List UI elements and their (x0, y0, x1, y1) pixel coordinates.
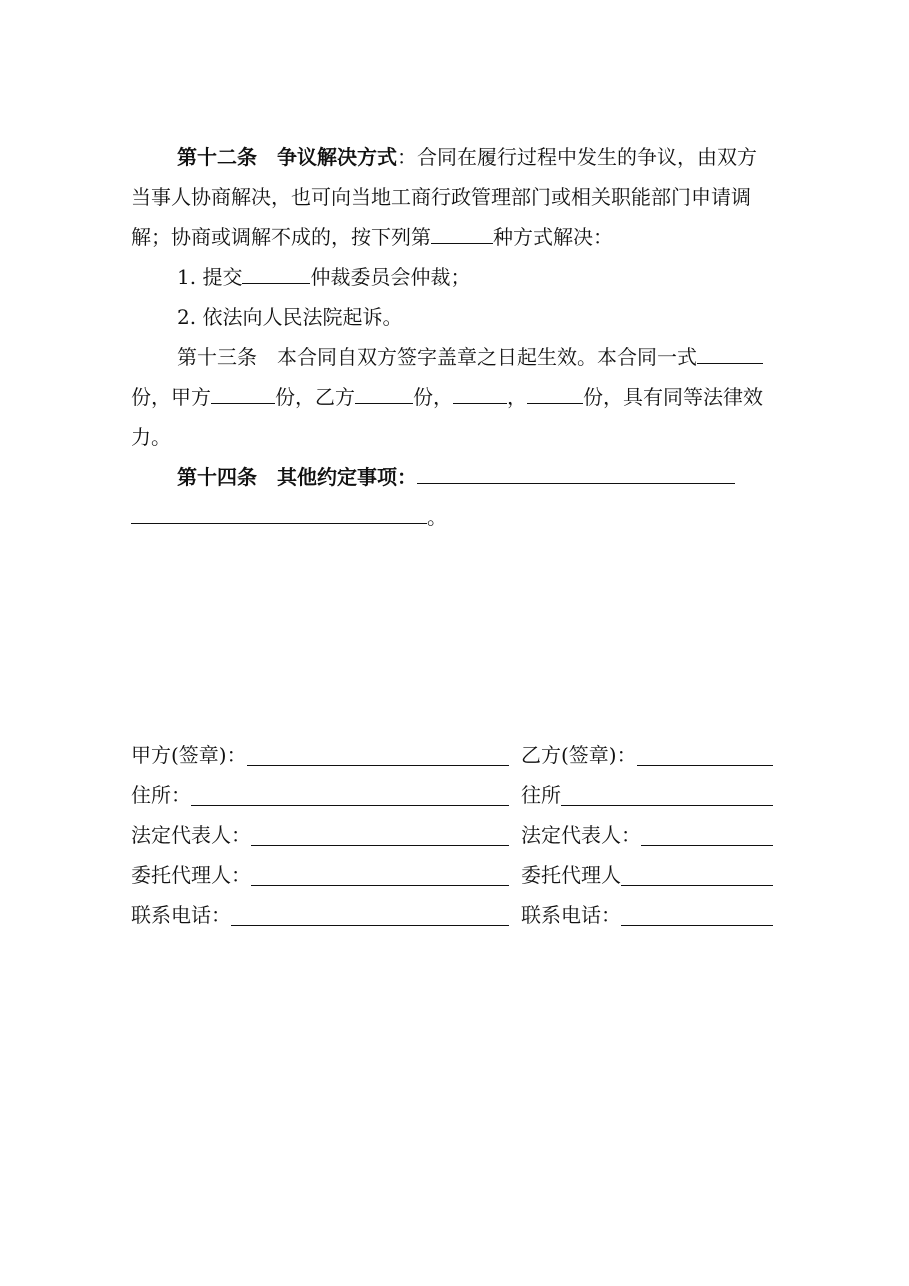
option-1-prefix: 1. 提交 (177, 265, 243, 289)
party-b-sign-label: 乙方(签章)： (521, 743, 637, 767)
article-12-paragraph (131, 137, 773, 257)
party-b-sign-line (637, 743, 773, 766)
party-b-phone-line (621, 903, 773, 926)
party-a-sign (131, 740, 509, 768)
arbitration-commission-blank (242, 257, 310, 284)
party-b-legal-rep (521, 820, 773, 848)
article-12-text: 合同在履行过程中发生的争议，由双方当事人协商解决，也可向当地工商行政管理部门或相关职能部门申请调解；协商或调解不成的，按下列第 (131, 145, 757, 249)
party-a-agent-label: 委托代理人： (131, 863, 251, 887)
article-13-text-d: 份， (413, 385, 453, 409)
party-a-legal-rep (131, 820, 509, 848)
agent-row (131, 854, 773, 894)
article-14-paragraph (131, 457, 773, 537)
party-b-address-line (561, 783, 773, 806)
option-2 (131, 297, 773, 337)
signature-block (131, 734, 773, 934)
contract-body (131, 137, 773, 537)
party-a-agent (131, 860, 509, 888)
option-2-text: 2. 依法向人民法院起诉。 (177, 305, 403, 329)
article-13-paragraph (131, 337, 773, 457)
party-b-address-label: 往所 (521, 783, 561, 807)
other-terms-blank-2 (131, 497, 427, 524)
article-13-text-f: 份，具有同等法律效力。 (131, 385, 763, 449)
copies-other-blank (527, 377, 583, 404)
article-13-text-e: ， (507, 385, 527, 409)
article-12-text-end: 种方式解决： (493, 225, 613, 249)
dispute-method-blank (431, 217, 493, 244)
copies-total-blank (697, 337, 763, 364)
party-a-phone (131, 900, 509, 928)
sign-row (131, 734, 773, 774)
party-a-sign-line (247, 743, 509, 766)
party-b-phone-label: 联系电话： (521, 903, 621, 927)
copies-other-party-blank (453, 377, 507, 404)
article-13-heading: 第十三条 (177, 345, 257, 369)
party-b-sign (521, 740, 773, 768)
party-a-address-label: 住所： (131, 783, 191, 807)
party-a-phone-label: 联系电话： (131, 903, 231, 927)
phone-row (131, 894, 773, 934)
article-13-text-c: 份，乙方 (275, 385, 355, 409)
party-a-legal-rep-label: 法定代表人： (131, 823, 251, 847)
other-terms-blank-1 (417, 457, 735, 484)
party-b-address (521, 780, 773, 808)
address-row (131, 774, 773, 814)
article-12-heading: 第十二条 争议解决方式 (177, 145, 397, 169)
party-a-sign-label: 甲方(签章)： (131, 743, 247, 767)
copies-party-b-blank (355, 377, 413, 404)
party-a-legal-rep-line (251, 823, 509, 846)
article-12-colon: ： (397, 145, 417, 169)
article-13-text: 本合同自双方签字盖章之日起生效。本合同一式 (257, 345, 697, 369)
article-13-text-b: 份，甲方 (131, 385, 211, 409)
article-14-end: 。 (427, 505, 447, 529)
article-14-heading: 第十四条 其他约定事项： (177, 465, 417, 489)
party-b-legal-rep-line (641, 823, 773, 846)
party-a-address-line (191, 783, 509, 806)
party-a-phone-line (231, 903, 509, 926)
party-a-agent-line (251, 863, 509, 886)
option-1-suffix: 仲裁委员会仲裁； (310, 265, 471, 289)
copies-party-a-blank (211, 377, 275, 404)
party-b-legal-rep-label: 法定代表人： (521, 823, 641, 847)
party-a-address (131, 780, 509, 808)
party-b-agent-line (621, 863, 773, 886)
party-b-agent-label: 委托代理人 (521, 863, 621, 887)
legal-rep-row (131, 814, 773, 854)
party-b-agent (521, 860, 773, 888)
option-1 (131, 257, 773, 297)
party-b-phone (521, 900, 773, 928)
